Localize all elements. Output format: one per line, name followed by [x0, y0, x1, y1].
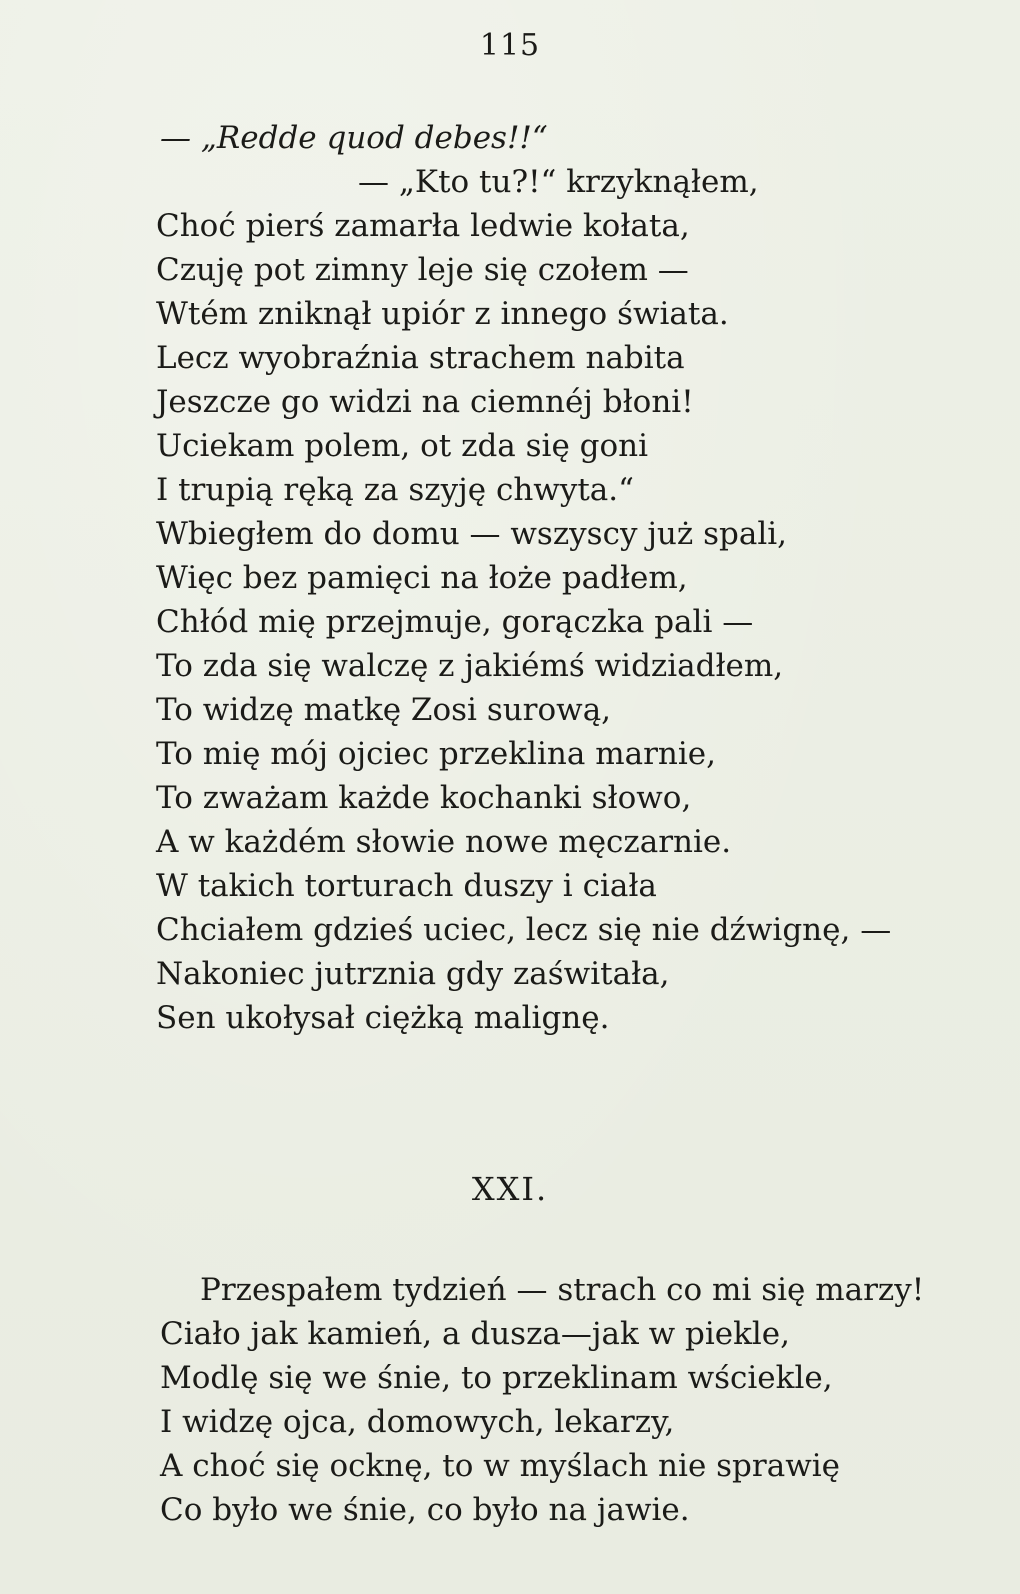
verse-line: — „Redde quod debes!!“	[160, 120, 548, 156]
verse-line: Jeszcze go widzi na ciemnéj błoni!	[156, 384, 694, 420]
verse-line: Ciało jak kamień, a dusza—jak w piekle,	[160, 1316, 791, 1352]
verse-line: Chciałem gdzieś uciec, lecz się nie dźwignę, —	[156, 912, 892, 948]
verse-line: A w każdém słowie nowe męczarnie.	[156, 824, 732, 860]
verse-line: To zważam każde kochanki słowo,	[156, 780, 692, 816]
verse-line: To mię mój ojciec przeklina marnie,	[156, 736, 716, 772]
verse-line: I trupią ręką za szyję chwyta.“	[156, 472, 634, 508]
verse-line: Modlę się we śnie, to przeklinam wściekle,	[160, 1360, 833, 1396]
verse-line: Więc bez pamięci na łoże padłem,	[156, 560, 688, 596]
verse-line: I widzę ojca, domowych, lekarzy,	[160, 1404, 675, 1440]
verse-line: To widzę matkę Zosi surową,	[156, 692, 612, 728]
page-number: 115	[479, 28, 541, 63]
verse-line: A choć się ocknę, to w myślach nie sprawię	[160, 1448, 840, 1484]
verse-line: Co było we śnie, co było na jawie.	[160, 1492, 690, 1528]
verse-line: Nakoniec jutrznia gdy zaświtała,	[156, 956, 670, 992]
verse-line: To zda się walczę z jakiémś widziadłem,	[156, 648, 784, 684]
verse-line: Wtém zniknął upiór z innego świata.	[156, 296, 729, 332]
verse-line: Uciekam polem, ot zda się goni	[156, 428, 649, 464]
verse-line: Wbiegłem do domu — wszyscy już spali,	[156, 516, 788, 552]
verse-line: W takich torturach duszy i ciała	[156, 868, 657, 904]
section-heading: XXI.	[471, 1170, 549, 1208]
verse-line: Chłód mię przejmuje, gorączka pali —	[156, 604, 754, 640]
verse-line: Choć pierś zamarła ledwie kołata,	[156, 208, 690, 244]
verse-line: Lecz wyobraźnia strachem nabita	[156, 340, 685, 376]
verse-line: Czuję pot zimny leje się czołem —	[156, 252, 689, 288]
verse-line: — „Kto tu?!“ krzyknąłem,	[358, 164, 759, 200]
verse-line: Przespałem tydzień — strach co mi się marzy!	[200, 1272, 925, 1308]
verse-line: Sen ukołysał ciężką malignę.	[156, 1000, 610, 1036]
